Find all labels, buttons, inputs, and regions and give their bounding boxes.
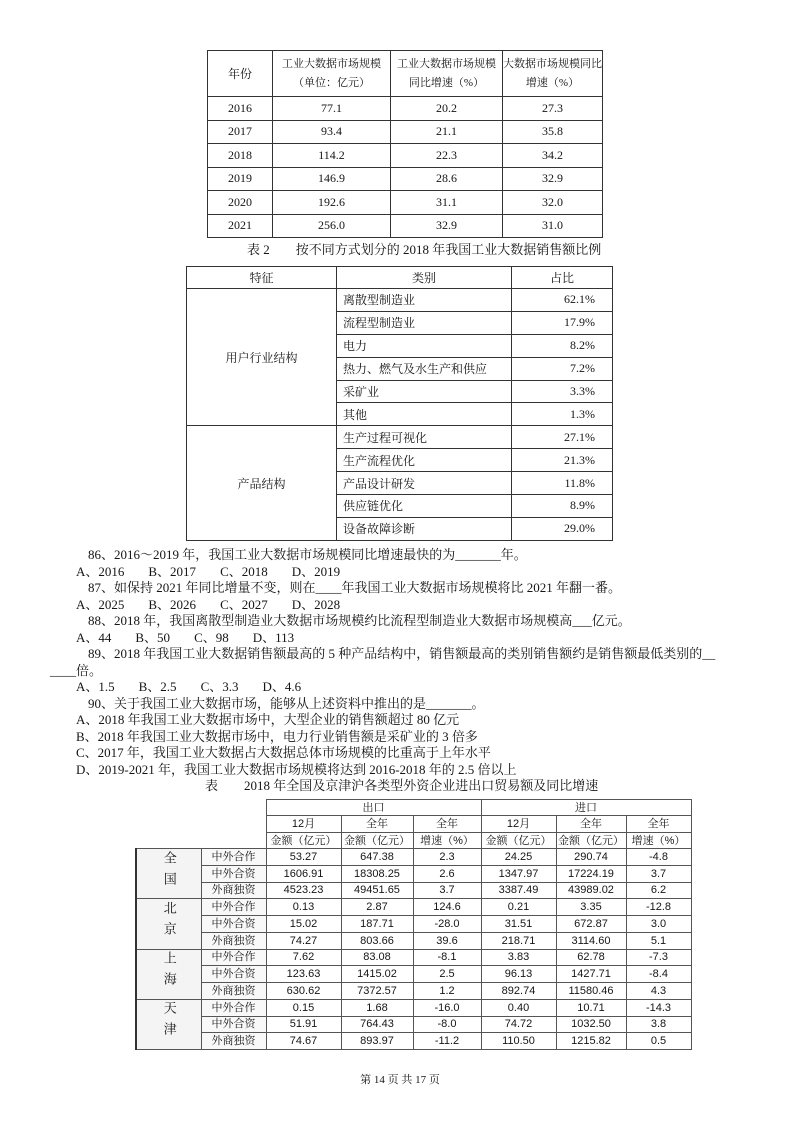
scale-cell: 192.6 bbox=[273, 191, 391, 215]
export-year-amount-cell: 2.87 bbox=[341, 899, 413, 916]
export-year-amount-cell: 187.71 bbox=[341, 916, 413, 933]
import-year-growth-cell: 5.1 bbox=[626, 932, 691, 949]
category-cell: 设备故障诊断 bbox=[337, 517, 512, 540]
import-year-amount-cell: 3.35 bbox=[556, 899, 626, 916]
import-year-growth-cell: -8.4 bbox=[626, 966, 691, 983]
import-year-growth-cell: 6.2 bbox=[626, 882, 691, 899]
question-89-stem-continued: ____倍。 bbox=[50, 662, 103, 678]
region-cell bbox=[136, 899, 201, 949]
enterprise-type-cell: 外商独资 bbox=[201, 882, 266, 899]
table-row bbox=[187, 289, 613, 312]
table-row bbox=[136, 916, 691, 933]
import-dec-amount-cell: 218.71 bbox=[481, 932, 556, 949]
big-data-growth-cell: 34.2 bbox=[503, 144, 603, 168]
header-category: 类别 bbox=[337, 267, 512, 289]
option-d: D、2019 bbox=[291, 563, 341, 579]
option-d: D、2019-2021 年，我国工业大数据市场规模将达到 2016-2018 年的 2.5 倍以上 bbox=[76, 761, 517, 777]
share-cell: 7.2% bbox=[512, 357, 613, 380]
export-dec-amount-cell: 0.13 bbox=[266, 899, 341, 916]
export-dec-amount-cell: 123.63 bbox=[266, 966, 341, 983]
option-b: B、2.5 bbox=[138, 679, 177, 694]
year-cell: 2021 bbox=[208, 214, 273, 238]
export-year-growth-cell: -8.1 bbox=[413, 949, 481, 966]
year-cell: 2018 bbox=[208, 144, 273, 168]
option-b: B、2017 bbox=[148, 563, 197, 579]
import-dec-amount-cell: 3387.49 bbox=[481, 882, 556, 899]
question-90-stem: 90、关于我国工业大数据市场，能够从上述资料中推出的是_______。 bbox=[88, 695, 485, 711]
import-year-amount-cell: 11580.46 bbox=[556, 983, 626, 1000]
scale-cell: 93.4 bbox=[273, 120, 391, 144]
share-cell: 1.3% bbox=[512, 403, 613, 426]
import-year-growth-cell: -14.3 bbox=[626, 999, 691, 1016]
question-89-options bbox=[76, 679, 776, 696]
option-a: A、44 bbox=[76, 629, 112, 645]
import-year-amount-cell: 3114.60 bbox=[556, 932, 626, 949]
option-d: D、113 bbox=[252, 629, 295, 645]
import-year-amount-cell: 290.74 bbox=[556, 849, 626, 866]
header-feature: 特征 bbox=[187, 267, 337, 289]
export-year-amount-cell: 83.08 bbox=[341, 949, 413, 966]
share-cell: 8.9% bbox=[512, 495, 613, 518]
table-row bbox=[187, 426, 613, 449]
header-corner bbox=[136, 800, 266, 849]
growth-cell: 21.1 bbox=[391, 120, 503, 144]
header-measure: 金额（亿元） bbox=[558, 834, 624, 847]
header-measure: 金额（亿元） bbox=[481, 833, 556, 849]
import-year-amount-cell: 17224.19 bbox=[556, 865, 626, 882]
export-year-amount-cell: 7372.57 bbox=[341, 983, 413, 1000]
share-cell: 62.1% bbox=[512, 289, 613, 312]
scale-cell: 114.2 bbox=[273, 144, 391, 168]
export-dec-amount-cell: 7.62 bbox=[266, 949, 341, 966]
export-year-growth-cell: -16.0 bbox=[413, 999, 481, 1016]
import-year-amount-cell: 62.78 bbox=[556, 949, 626, 966]
export-year-amount-cell: 1415.02 bbox=[341, 966, 413, 983]
enterprise-type-cell: 外商独资 bbox=[201, 932, 266, 949]
big-data-growth-cell: 32.9 bbox=[503, 167, 603, 191]
header-big-data-growth bbox=[503, 51, 603, 97]
table3-caption: 表 2018 年全国及京津沪各类型外资企业进出口贸易额及同比增速 bbox=[205, 778, 599, 793]
export-year-amount-cell: 1.68 bbox=[341, 999, 413, 1016]
table-header-row bbox=[208, 51, 603, 97]
export-year-growth-cell: -8.0 bbox=[413, 1016, 481, 1033]
import-year-growth-cell: 4.3 bbox=[626, 983, 691, 1000]
export-year-growth-cell: 2.3 bbox=[413, 849, 481, 866]
scale-cell: 77.1 bbox=[273, 97, 391, 121]
export-dec-amount-cell: 51.91 bbox=[266, 1016, 341, 1033]
import-year-growth-cell: 3.0 bbox=[626, 916, 691, 933]
table-row bbox=[136, 865, 691, 882]
header-measure: 金额（亿元） bbox=[266, 833, 341, 849]
import-dec-amount-cell: 0.40 bbox=[481, 999, 556, 1016]
header-line: 大数据市场规模同比 bbox=[503, 57, 602, 70]
category-cell: 电力 bbox=[337, 334, 512, 357]
table-row bbox=[136, 899, 691, 916]
export-year-growth-cell: 2.6 bbox=[413, 865, 481, 882]
import-dec-amount-cell: 110.50 bbox=[481, 1033, 556, 1050]
sales-share-table bbox=[186, 266, 613, 541]
enterprise-type-cell: 中外合资 bbox=[201, 916, 266, 933]
export-year-growth-cell: 3.7 bbox=[413, 882, 481, 899]
industrial-big-data-market-table bbox=[207, 50, 603, 238]
table-row bbox=[208, 167, 603, 191]
header-period: 全年 bbox=[626, 816, 691, 833]
year-cell: 2016 bbox=[208, 97, 273, 121]
table2-caption: 表 2 按不同方式划分的 2018 年我国工业大数据销售额比例 bbox=[247, 242, 602, 257]
import-year-amount-cell: 1427.71 bbox=[556, 966, 626, 983]
foreign-trade-table bbox=[135, 799, 692, 1050]
table-row bbox=[208, 214, 603, 238]
import-dec-amount-cell: 24.25 bbox=[481, 849, 556, 866]
big-data-growth-cell: 35.8 bbox=[503, 120, 603, 144]
category-cell: 供应链优化 bbox=[337, 495, 512, 518]
share-cell: 21.3% bbox=[512, 449, 613, 472]
export-year-amount-cell: 803.66 bbox=[341, 932, 413, 949]
export-dec-amount-cell: 4523.23 bbox=[266, 882, 341, 899]
export-year-growth-cell: 1.2 bbox=[413, 983, 481, 1000]
region-label: 天津 bbox=[161, 1001, 177, 1044]
option-c: C、2017 年，我国工业大数据占大数据总体市场规模的比重高于上年水平 bbox=[76, 745, 491, 760]
question-88-stem: 88、2018 年，我国离散型制造业大数据市场规模约比流程型制造业大数据市场规模高___亿元。 bbox=[88, 613, 631, 628]
question-86-stem: 86、2016～2019 年，我国工业大数据市场规模同比增速最快的为_______年。 bbox=[88, 547, 527, 562]
scale-cell: 256.0 bbox=[273, 214, 391, 238]
option-a: A、2018 年我国工业大数据市场中，大型企业的销售额超过 80 亿元 bbox=[76, 712, 460, 727]
growth-cell: 31.1 bbox=[391, 191, 503, 215]
region-label: 北京 bbox=[161, 900, 177, 943]
scale-cell: 146.9 bbox=[273, 167, 391, 191]
export-year-growth-cell: 124.6 bbox=[413, 899, 481, 916]
enterprise-type-cell: 外商独资 bbox=[201, 1033, 266, 1050]
header-line: 增速（%） bbox=[525, 76, 580, 89]
import-year-amount-cell: 1032.50 bbox=[556, 1016, 626, 1033]
enterprise-type-cell: 中外合作 bbox=[201, 849, 266, 866]
question-89-stem: 89、2018 年我国工业大数据销售额最高的 5 种产品结构中，销售额最高的类别销售额约是销售额最低类别的__ bbox=[88, 646, 716, 661]
import-year-growth-cell: 3.8 bbox=[626, 1016, 691, 1033]
table-header-row bbox=[187, 267, 613, 289]
header-import: 进口 bbox=[481, 800, 691, 816]
import-year-growth-cell: 3.7 bbox=[626, 865, 691, 882]
export-dec-amount-cell: 630.62 bbox=[266, 983, 341, 1000]
region-cell bbox=[136, 999, 201, 1049]
share-cell: 8.2% bbox=[512, 334, 613, 357]
import-dec-amount-cell: 3.83 bbox=[481, 949, 556, 966]
table-row bbox=[208, 191, 603, 215]
export-dec-amount-cell: 74.27 bbox=[266, 932, 341, 949]
option-b: B、50 bbox=[135, 629, 171, 645]
import-dec-amount-cell: 1347.97 bbox=[481, 865, 556, 882]
header-period: 全年 bbox=[413, 816, 481, 833]
import-year-amount-cell: 43989.02 bbox=[556, 882, 626, 899]
category-cell: 其他 bbox=[337, 403, 512, 426]
header-year: 年份 bbox=[208, 51, 273, 97]
header-market-growth bbox=[391, 51, 503, 97]
year-cell: 2017 bbox=[208, 120, 273, 144]
export-year-amount-cell: 764.43 bbox=[341, 1016, 413, 1033]
growth-cell: 20.2 bbox=[391, 97, 503, 121]
growth-cell: 32.9 bbox=[391, 214, 503, 238]
table-row bbox=[136, 849, 691, 866]
import-year-amount-cell: 672.87 bbox=[556, 916, 626, 933]
category-cell: 采矿业 bbox=[337, 380, 512, 403]
table-row bbox=[136, 1033, 691, 1050]
question-block bbox=[50, 547, 776, 778]
option-c: C、2018 bbox=[220, 563, 268, 579]
export-year-amount-cell: 18308.25 bbox=[341, 865, 413, 882]
enterprise-type-cell: 中外合作 bbox=[201, 999, 266, 1016]
import-year-amount-cell: 10.71 bbox=[556, 999, 626, 1016]
header-measure: 增速（%） bbox=[626, 833, 691, 849]
enterprise-type-cell: 中外合资 bbox=[201, 966, 266, 983]
header-period: 12月 bbox=[481, 816, 556, 833]
table-row bbox=[136, 932, 691, 949]
table-row bbox=[136, 999, 691, 1016]
option-a: A、2025 bbox=[76, 596, 125, 612]
big-data-growth-cell: 27.3 bbox=[503, 97, 603, 121]
header-export: 出口 bbox=[266, 800, 481, 816]
category-cell: 离散型制造业 bbox=[337, 289, 512, 312]
share-cell: 27.1% bbox=[512, 426, 613, 449]
enterprise-type-cell: 中外合作 bbox=[201, 899, 266, 916]
import-dec-amount-cell: 74.72 bbox=[481, 1016, 556, 1033]
region-cell bbox=[136, 949, 201, 999]
export-dec-amount-cell: 53.27 bbox=[266, 849, 341, 866]
table-row bbox=[208, 97, 603, 121]
table-row bbox=[136, 882, 691, 899]
import-year-growth-cell: -4.8 bbox=[626, 849, 691, 866]
header-line: （单位：亿元） bbox=[293, 76, 370, 89]
option-d: D、4.6 bbox=[262, 679, 302, 694]
table-row bbox=[136, 1016, 691, 1033]
category-cell: 产品设计研发 bbox=[337, 472, 512, 495]
table-row bbox=[136, 949, 691, 966]
import-year-growth-cell: -12.8 bbox=[626, 899, 691, 916]
header-market-scale bbox=[273, 51, 391, 97]
option-c: C、3.3 bbox=[200, 679, 239, 694]
export-dec-amount-cell: 15.02 bbox=[266, 916, 341, 933]
table-row bbox=[136, 966, 691, 983]
option-c: C、98 bbox=[194, 629, 229, 645]
option-c: C、2027 bbox=[220, 596, 268, 612]
import-dec-amount-cell: 96.13 bbox=[481, 966, 556, 983]
option-a: A、2016 bbox=[76, 563, 125, 579]
table-header-row bbox=[136, 800, 691, 816]
category-cell: 流程型制造业 bbox=[337, 311, 512, 334]
header-line: 工业大数据市场规模 bbox=[282, 57, 381, 70]
question-88-options bbox=[76, 630, 776, 647]
share-cell: 3.3% bbox=[512, 380, 613, 403]
question-87-options bbox=[76, 597, 776, 614]
import-year-growth-cell: -7.3 bbox=[626, 949, 691, 966]
region-cell bbox=[136, 849, 201, 899]
enterprise-type-cell: 中外合作 bbox=[201, 949, 266, 966]
export-year-amount-cell: 893.97 bbox=[341, 1033, 413, 1050]
growth-cell: 22.3 bbox=[391, 144, 503, 168]
export-year-amount-cell: 647.38 bbox=[341, 849, 413, 866]
feature-cell: 产品结构 bbox=[187, 426, 337, 540]
share-cell: 11.8% bbox=[512, 472, 613, 495]
import-dec-amount-cell: 31.51 bbox=[481, 916, 556, 933]
import-year-growth-cell: 0.5 bbox=[626, 1033, 691, 1050]
export-dec-amount-cell: 0.15 bbox=[266, 999, 341, 1016]
import-year-amount-cell: 1215.82 bbox=[556, 1033, 626, 1050]
question-87-stem: 87、如保持 2021 年同比增量不变，则在____年我国工业大数据市场规模将比 2021 年翻一番。 bbox=[88, 580, 622, 595]
big-data-growth-cell: 32.0 bbox=[503, 191, 603, 215]
page-number-footer: 第 14 页 共 17 页 bbox=[360, 1074, 440, 1086]
enterprise-type-cell: 外商独资 bbox=[201, 983, 266, 1000]
export-year-growth-cell: -11.2 bbox=[413, 1033, 481, 1050]
table-row bbox=[136, 983, 691, 1000]
export-year-amount-cell: 49451.65 bbox=[341, 882, 413, 899]
table-row bbox=[208, 144, 603, 168]
category-cell: 生产过程可视化 bbox=[337, 426, 512, 449]
category-cell: 生产流程优化 bbox=[337, 449, 512, 472]
category-cell: 热力、燃气及水生产和供应 bbox=[337, 357, 512, 380]
year-cell: 2019 bbox=[208, 167, 273, 191]
header-share: 占比 bbox=[512, 267, 613, 289]
question-86-options bbox=[76, 564, 776, 581]
export-year-growth-cell: 2.5 bbox=[413, 966, 481, 983]
option-b: B、2018 年我国工业大数据市场中，电力行业销售额是采矿业的 3 倍多 bbox=[76, 728, 478, 744]
share-cell: 17.9% bbox=[512, 311, 613, 334]
growth-cell: 28.6 bbox=[391, 167, 503, 191]
import-dec-amount-cell: 0.21 bbox=[481, 899, 556, 916]
header-period: 全年 bbox=[556, 816, 626, 833]
export-year-growth-cell: -28.0 bbox=[413, 916, 481, 933]
option-b: B、2026 bbox=[148, 596, 197, 612]
enterprise-type-cell: 中外合资 bbox=[201, 865, 266, 882]
header-period: 全年 bbox=[341, 816, 413, 833]
feature-cell: 用户行业结构 bbox=[187, 289, 337, 426]
big-data-growth-cell: 31.0 bbox=[503, 214, 603, 238]
enterprise-type-cell: 中外合资 bbox=[201, 1016, 266, 1033]
option-d: D、2028 bbox=[291, 596, 341, 612]
header-period: 12月 bbox=[266, 816, 341, 833]
header-line: 工业大数据市场规模 bbox=[397, 57, 496, 70]
import-dec-amount-cell: 892.74 bbox=[481, 983, 556, 1000]
share-cell: 29.0% bbox=[512, 517, 613, 540]
option-a: A、1.5 bbox=[76, 679, 115, 694]
export-year-growth-cell: 39.6 bbox=[413, 932, 481, 949]
header-line: 同比增速（%） bbox=[408, 76, 485, 89]
region-label: 全国 bbox=[161, 850, 177, 893]
header-measure: 增速（%） bbox=[413, 833, 481, 849]
export-dec-amount-cell: 74.67 bbox=[266, 1033, 341, 1050]
table-row bbox=[208, 120, 603, 144]
export-dec-amount-cell: 1606.91 bbox=[266, 865, 341, 882]
header-measure: 金额（亿元） bbox=[341, 833, 413, 849]
year-cell: 2020 bbox=[208, 191, 273, 215]
region-label: 上海 bbox=[161, 951, 177, 994]
